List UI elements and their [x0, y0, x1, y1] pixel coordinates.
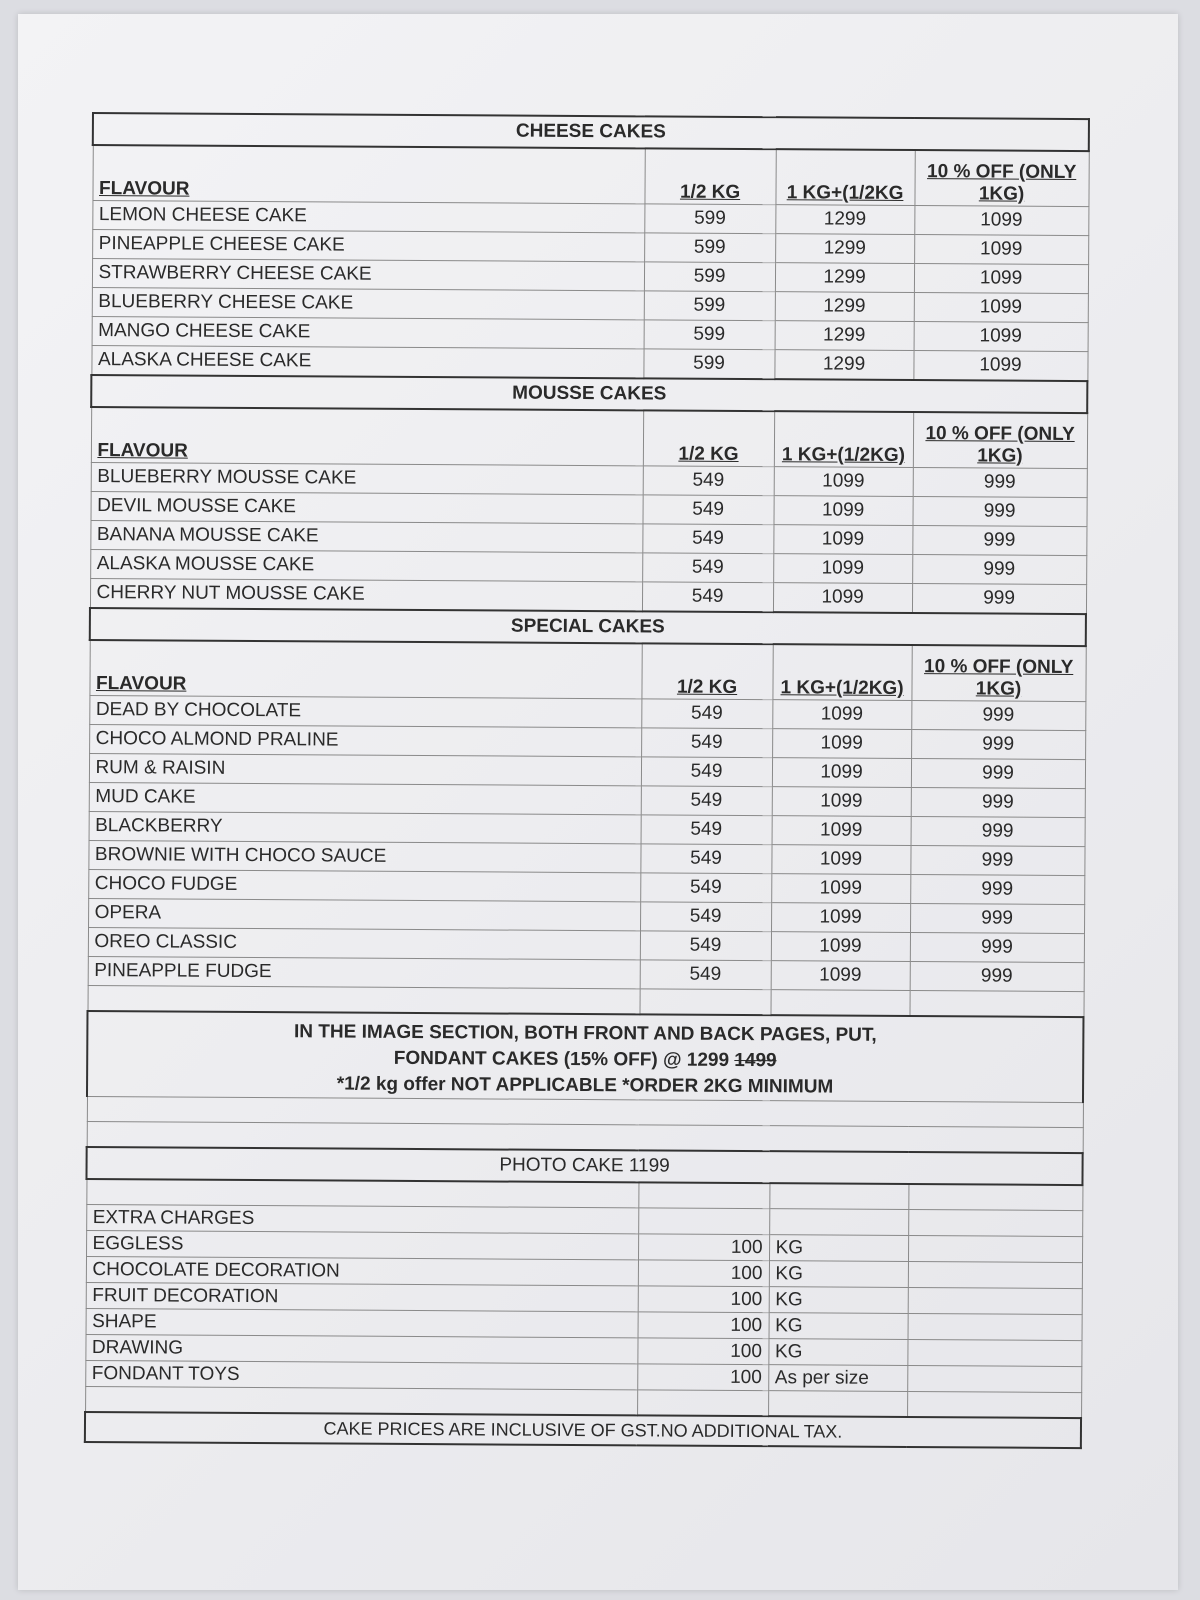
price-cell: 1099: [773, 525, 912, 555]
gst-note: CAKE PRICES ARE INCLUSIVE OF GST.NO ADDITIONAL TAX.: [85, 1412, 1081, 1448]
price-cell: 999: [911, 701, 1085, 731]
price-cell: 999: [912, 584, 1086, 615]
price-cell: 1099: [914, 264, 1088, 294]
blank-cell: [908, 1184, 1082, 1211]
price-cell: 999: [913, 468, 1087, 498]
note-struck-price: 1499: [734, 1049, 777, 1072]
column-header: [643, 410, 774, 466]
price-cell: 1099: [913, 351, 1087, 382]
price-cell: 1099: [773, 554, 912, 584]
column-header-label: 1/2 KG: [679, 181, 741, 203]
price-cell: 999: [910, 875, 1084, 905]
blank-cell: [908, 1210, 1082, 1237]
price-cell: 549: [641, 699, 772, 729]
blank-cell: [88, 985, 640, 1014]
note-box: [87, 1011, 1084, 1103]
price-cell: 999: [910, 962, 1084, 992]
column-header: [91, 407, 643, 466]
price-cell: 1099: [771, 874, 910, 904]
price-cell: 599: [644, 320, 775, 350]
note-row: [87, 1011, 1084, 1103]
header-row: [92, 145, 1088, 207]
blank-cell: [638, 1208, 769, 1235]
blank-cell: [637, 1390, 768, 1416]
price-cell: 1299: [775, 263, 914, 293]
price-cell: 1099: [774, 467, 913, 497]
flavour-name: PINEAPPLE FUDGE: [88, 956, 640, 988]
flavour-name: DEVIL MOUSSE CAKE: [91, 491, 643, 523]
extra-charge-price: 100: [637, 1364, 768, 1391]
price-cell: 1099: [773, 583, 912, 613]
price-cell: 1299: [775, 321, 914, 351]
column-header: [642, 643, 773, 699]
extra-charge-price: 100: [638, 1312, 769, 1339]
price-cell: 549: [643, 495, 774, 525]
section-title: MOUSSE CAKES: [91, 375, 1087, 413]
column-header: [915, 150, 1089, 207]
extra-charge-name: SHAPE: [86, 1308, 638, 1337]
price-cell: 1299: [775, 234, 914, 264]
price-cell: 1099: [771, 903, 910, 933]
price-cell: 1099: [771, 845, 910, 875]
note-line-3: *1/2 kg offer NOT APPLICABLE *ORDER 2KG MINIMUM: [336, 1073, 834, 1098]
extra-charge-name: FONDANT TOYS: [85, 1360, 637, 1389]
price-cell: 1099: [914, 235, 1088, 265]
column-header-label: 1/2 KG: [678, 443, 739, 465]
price-list: [84, 112, 1090, 1449]
column-header: [912, 645, 1086, 702]
blank-cell: [908, 1314, 1082, 1341]
price-cell: 549: [640, 960, 771, 990]
price-cell: 549: [642, 524, 773, 554]
blank-cell: [86, 1179, 638, 1208]
blank-cell: [908, 1262, 1082, 1289]
blank-cell: [771, 990, 910, 1016]
price-cell: 1299: [774, 350, 913, 380]
extra-charge-name: CHOCOLATE DECORATION: [86, 1256, 638, 1285]
extra-charge-name: DRAWING: [85, 1334, 637, 1363]
flavour-name: MUD CAKE: [89, 782, 641, 814]
price-cell: 599: [644, 204, 775, 234]
extra-charge-price: 100: [638, 1260, 769, 1287]
extra-charge-name: FRUIT DECORATION: [86, 1282, 638, 1311]
blank-cell: [907, 1366, 1081, 1393]
flavour-name: ALASKA CHEESE CAKE: [91, 346, 643, 379]
column-header-label: 10 % OFF (ONLY 1KG): [924, 656, 1074, 700]
price-cell: 1099: [771, 961, 910, 991]
blank-cell: [85, 1386, 637, 1415]
extra-charge-price: 100: [638, 1234, 769, 1261]
price-cell: 549: [642, 553, 773, 583]
price-cell: 1099: [772, 758, 911, 788]
column-header-label: 10 % OFF (ONLY 1KG): [927, 161, 1077, 205]
blank-cell: [640, 989, 771, 1015]
paper-sheet: [18, 14, 1178, 1590]
price-cell: 1099: [914, 293, 1088, 323]
column-header: [89, 640, 641, 699]
blank-cell: [768, 1391, 907, 1417]
price-cell: 549: [641, 815, 772, 845]
price-cell: 999: [911, 730, 1085, 760]
flavour-name: BLUEBERRY MOUSSE CAKE: [91, 462, 643, 494]
flavour-name: CHOCO FUDGE: [88, 869, 640, 901]
price-cell: 999: [911, 788, 1085, 818]
flavour-name: STRAWBERRY CHEESE CAKE: [92, 259, 644, 291]
price-cell: 549: [641, 728, 772, 758]
price-cell: 599: [644, 233, 775, 263]
extra-charge-name: EGGLESS: [86, 1230, 638, 1259]
header-row: [91, 407, 1087, 469]
photo-cake: PHOTO CAKE 1199: [86, 1147, 1082, 1185]
flavour-name: BROWNIE WITH CHOCO SAUCE: [88, 840, 640, 872]
section-title: SPECIAL CAKES: [90, 608, 1086, 646]
footer-row: [85, 1412, 1081, 1448]
section-title: CHEESE CAKES: [93, 113, 1089, 151]
price-cell: 599: [644, 262, 775, 292]
price-cell: 999: [912, 526, 1086, 556]
price-cell: 1099: [914, 322, 1088, 352]
column-header-label: 1 KG+(1/2KG: [786, 182, 904, 204]
blank-cell: [907, 1392, 1081, 1419]
price-cell: 599: [644, 291, 775, 321]
flavour-name: ALASKA MOUSSE CAKE: [90, 549, 642, 581]
flavour-name: DEAD BY CHOCOLATE: [89, 695, 641, 727]
flavour-name: LEMON CHEESE CAKE: [92, 201, 644, 233]
price-cell: 999: [910, 933, 1084, 963]
extra-charge-price: 100: [638, 1338, 769, 1365]
blank-cell: [638, 1182, 769, 1208]
price-cell: 999: [911, 817, 1085, 847]
flavour-name: OREO CLASSIC: [88, 927, 640, 959]
blank-cell: [769, 1183, 908, 1209]
column-header-label: 1 KG+(1/2KG): [780, 677, 904, 699]
column-header: [775, 149, 914, 205]
blank-cell: [908, 1236, 1082, 1263]
blank-cell: [769, 1209, 908, 1236]
flavour-name: BLACKBERRY: [89, 811, 641, 843]
flavour-name: BANANA MOUSSE CAKE: [90, 520, 642, 552]
flavour-name: CHOCO ALMOND PRALINE: [89, 724, 641, 756]
price-cell: 1099: [771, 932, 910, 962]
price-cell: 1099: [774, 496, 913, 526]
flavour-name: OPERA: [88, 898, 640, 930]
price-cell: 549: [641, 844, 772, 874]
price-cell: 549: [642, 582, 773, 612]
column-header-label: 1 KG+(1/2KG): [781, 444, 906, 466]
price-cell: 1099: [914, 206, 1088, 236]
column-header-label: 10 % OFF (ONLY 1KG): [925, 423, 1075, 467]
price-cell: 549: [640, 873, 771, 903]
flavour-name: MANGO CHEESE CAKE: [92, 317, 644, 349]
blank-cell: [910, 991, 1084, 1018]
price-cell: 549: [640, 931, 771, 961]
column-header: [913, 412, 1087, 469]
price-cell: 999: [913, 497, 1087, 527]
extra-charge-unit: KG: [769, 1261, 908, 1288]
flavour-name: CHERRY NUT MOUSSE CAKE: [90, 578, 642, 611]
blank-cell: [907, 1340, 1081, 1367]
price-cell: 549: [643, 466, 774, 496]
price-cell: 999: [910, 846, 1084, 876]
extra-charge-unit: KG: [769, 1313, 908, 1340]
price-cell: 1099: [772, 787, 911, 817]
column-header: [645, 148, 776, 204]
flavour-name: BLUEBERRY CHEESE CAKE: [92, 288, 644, 320]
price-table: [84, 112, 1090, 1449]
flavour-name: RUM & RAISIN: [89, 753, 641, 785]
column-header: [772, 644, 911, 700]
extras-title: EXTRA CHARGES: [86, 1204, 638, 1233]
blank-cell: [908, 1288, 1082, 1315]
column-header-label: FLAVOUR: [98, 178, 190, 200]
price-cell: 999: [912, 555, 1086, 585]
flavour-name: PINEAPPLE CHEESE CAKE: [92, 230, 644, 262]
price-cell: 1099: [772, 816, 911, 846]
price-cell: 1099: [772, 729, 911, 759]
column-header-label: FLAVOUR: [95, 673, 187, 695]
extra-charge-unit: KG: [769, 1287, 908, 1314]
price-cell: 999: [911, 759, 1085, 789]
price-cell: 599: [644, 349, 775, 379]
column-header-label: 1/2 KG: [676, 676, 738, 698]
note-fondant-price: FONDANT CAKES (15% OFF) @ 1299: [393, 1047, 735, 1071]
price-cell: 549: [641, 786, 772, 816]
column-header-label: FLAVOUR: [97, 440, 188, 462]
price-cell: 1299: [775, 205, 914, 235]
column-header: [774, 411, 913, 467]
extra-charge-unit: KG: [768, 1339, 907, 1366]
price-cell: 549: [640, 902, 771, 932]
price-cell: 999: [910, 904, 1084, 934]
header-row: [89, 640, 1085, 702]
extra-charge-unit: As per size: [768, 1365, 907, 1392]
extra-charge-unit: KG: [769, 1235, 908, 1262]
price-cell: 1299: [775, 292, 914, 322]
price-cell: 549: [641, 757, 772, 787]
note-line-1: IN THE IMAGE SECTION, BOTH FRONT AND BACK PAGES, PUT,: [293, 1021, 877, 1046]
column-header: [92, 145, 644, 204]
price-cell: 1099: [772, 700, 911, 730]
extra-charge-price: 100: [638, 1286, 769, 1313]
